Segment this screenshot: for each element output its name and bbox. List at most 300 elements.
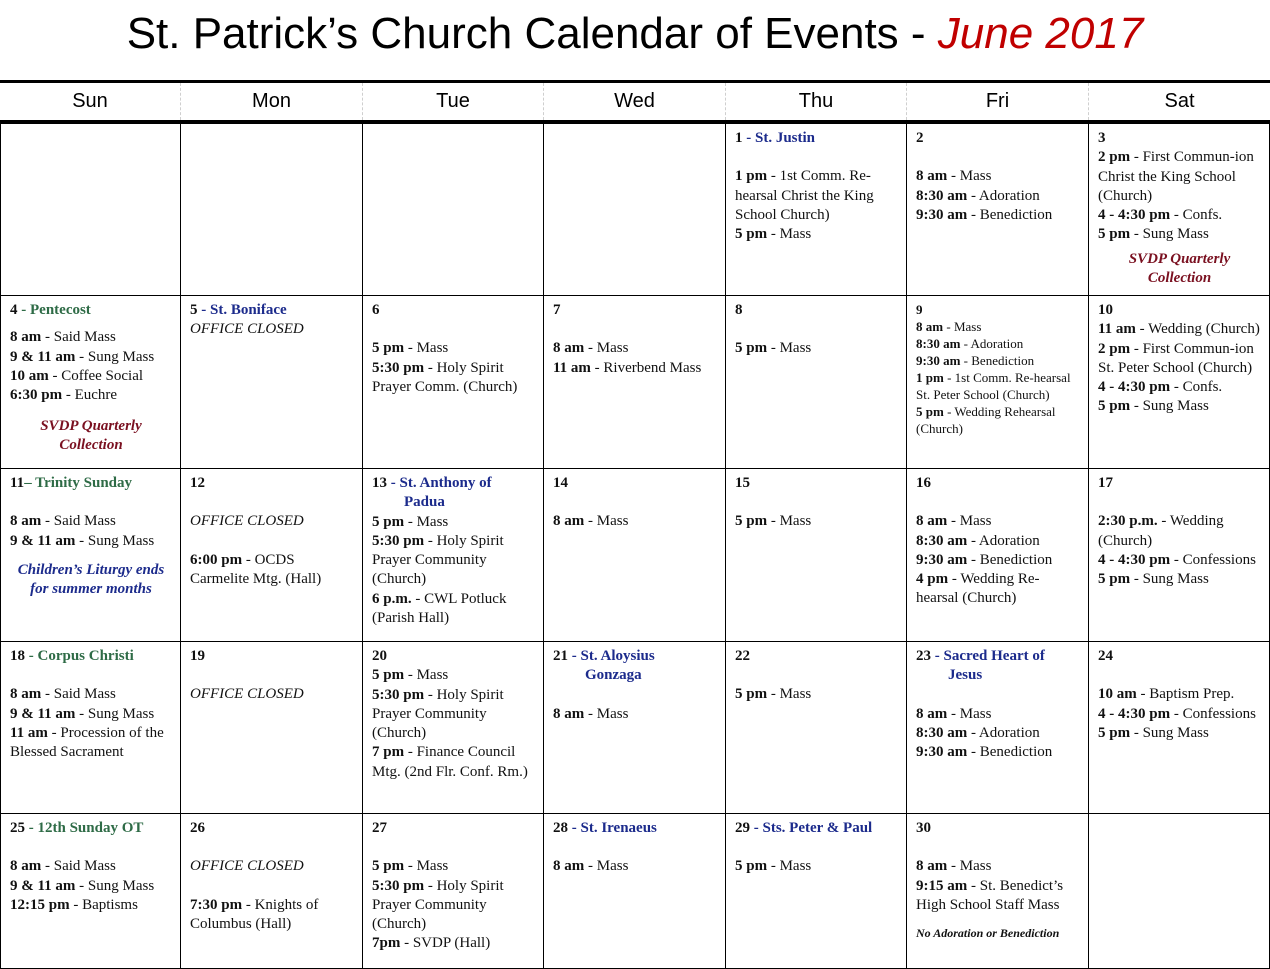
event-time: 8 am — [916, 168, 948, 185]
event-dash: - — [424, 686, 437, 703]
event-time: 6:30 pm — [10, 387, 63, 404]
event-dash: - — [1170, 705, 1183, 722]
event-item — [916, 206, 1080, 225]
event-time: 5 pm — [916, 404, 944, 419]
event-item — [1098, 685, 1261, 704]
day-header — [735, 819, 898, 838]
event-desc: 1st Comm. Re-hearsal Christ the King School Church) — [735, 168, 874, 223]
event-desc: Benediction — [971, 353, 1035, 368]
event-dash: - — [948, 571, 961, 588]
event-item — [1098, 512, 1261, 551]
event-desc: OCDS Carmelite Mtg. (Hall) — [190, 551, 322, 587]
event-dash: - — [767, 340, 780, 357]
day-number: 7 — [553, 302, 561, 318]
feast-separator: – — [24, 475, 36, 491]
event-dash: - — [1130, 398, 1143, 415]
day-cell-10 — [1089, 296, 1270, 468]
event-time: 8 am — [553, 705, 585, 722]
day-number: 11 — [10, 475, 25, 491]
event-time: 4 - 4:30 pm — [1098, 379, 1171, 396]
event-dash: - — [75, 348, 88, 365]
event-dash: - — [47, 724, 61, 741]
feast-name: St. Justin — [755, 130, 816, 146]
spacer — [735, 666, 898, 685]
event-time: 10 am — [10, 367, 49, 384]
feast-separator: - — [750, 820, 763, 836]
day-number: 9 — [916, 302, 923, 317]
event-desc: Mass — [596, 340, 629, 357]
event-desc: Finance Council Mtg. (2nd Flr. Conf. Rm.) — [372, 744, 528, 780]
event-time: 4 pm — [916, 571, 949, 588]
event-time: 11 am — [553, 359, 591, 376]
day-cell-2 — [907, 124, 1089, 295]
event-desc: Mass — [779, 686, 812, 703]
event-dash: - — [947, 513, 960, 530]
empty-day-cell — [363, 124, 544, 295]
event-time: 8 am — [10, 329, 42, 346]
event-dash: - — [947, 705, 960, 722]
event-dash: - — [967, 532, 979, 549]
feast-separator: - — [931, 648, 944, 664]
event-desc: Holy Spirit Prayer Comm. (Church) — [372, 359, 518, 395]
event-time: 2:30 p.m. — [1098, 513, 1158, 530]
event-item — [735, 225, 898, 244]
event-dash: - — [404, 858, 417, 875]
day-header — [735, 129, 898, 148]
spacer — [190, 838, 354, 857]
event-dash: - — [947, 858, 960, 875]
childrens-liturgy-note: Children’s Liturgy ends for summer months — [17, 561, 165, 597]
event-time: 11 am — [10, 724, 48, 741]
event-desc: Wedding (Church) — [1148, 321, 1260, 338]
event-item — [372, 877, 535, 935]
event-desc: Holy Spirit Prayer Community (Church) — [372, 532, 504, 588]
day-cell-29 — [726, 814, 907, 968]
day-cell-13 — [363, 469, 544, 641]
event-time: 9:30 am — [916, 744, 968, 761]
event-dash: - — [1130, 571, 1143, 588]
event-dash: - — [404, 744, 417, 761]
event-time: 9:30 am — [916, 353, 961, 368]
spacer — [1098, 666, 1261, 685]
event-time: 8 am — [553, 513, 585, 530]
event-dash: - — [69, 896, 83, 913]
event-item — [1098, 705, 1261, 724]
event-item — [916, 167, 1080, 186]
event-time: 8 am — [10, 513, 42, 530]
event-desc: Riverbend Mass — [603, 359, 702, 376]
event-item — [1098, 724, 1261, 743]
event-desc: Said Mass — [53, 329, 116, 346]
event-item — [10, 532, 172, 551]
event-dash: - — [967, 744, 980, 761]
office-closed-label: OFFICE CLOSED — [190, 321, 304, 338]
event-item — [735, 685, 898, 704]
event-item — [190, 896, 354, 935]
event-desc: Mass — [953, 319, 982, 334]
event-desc: Mass — [416, 667, 449, 684]
event-dash: - — [967, 187, 979, 204]
day-cell-30 — [907, 814, 1089, 968]
feast-separator: - — [25, 820, 38, 836]
event-item — [1098, 551, 1261, 570]
event-time: 8 am — [916, 319, 944, 334]
spacer — [1098, 493, 1261, 512]
day-number: 25 — [10, 820, 25, 836]
event-time: 8 am — [553, 858, 585, 875]
event-time: 5 pm — [372, 858, 405, 875]
event-item — [1098, 206, 1261, 225]
day-cell-25 — [0, 814, 181, 968]
event-dash: - — [41, 686, 54, 703]
event-item — [916, 877, 1080, 916]
spacer — [916, 686, 1080, 705]
event-time: 5:30 pm — [372, 686, 425, 703]
calendar-grid — [0, 124, 1270, 969]
day-header — [735, 474, 898, 493]
event-time: 5:30 pm — [372, 359, 425, 376]
feast-separator: - — [568, 648, 581, 664]
event-dash: - — [943, 319, 954, 334]
feast-name: Corpus Christi — [37, 648, 134, 664]
weekday-sun: Sun — [0, 83, 181, 120]
day-number: 19 — [190, 648, 205, 664]
event-dash: - — [967, 724, 979, 741]
event-item — [916, 705, 1080, 724]
event-desc: Confessions — [1182, 551, 1256, 568]
day-cell-5 — [181, 296, 363, 468]
weekday-fri: Fri — [907, 83, 1089, 120]
event-item — [1098, 397, 1261, 416]
event-dash: - — [967, 206, 980, 223]
event-item — [372, 666, 535, 685]
event-desc: Mass — [959, 513, 992, 530]
event-dash: - — [584, 340, 597, 357]
event-time: 5 pm — [735, 340, 768, 357]
event-desc: Mass — [959, 858, 992, 875]
day-header — [916, 301, 1080, 318]
day-number: 20 — [372, 648, 387, 664]
no-adoration-note: No Adoration or Benediction — [916, 926, 1060, 941]
empty-day-cell — [181, 124, 363, 295]
spacer — [916, 148, 1080, 167]
event-time: 7pm — [372, 935, 401, 952]
event-desc: Mass — [416, 858, 449, 875]
event-desc: Sung Mass — [1142, 226, 1209, 243]
event-item — [916, 570, 1080, 609]
feast-separator: - — [387, 475, 400, 491]
day-number: 28 — [553, 820, 568, 836]
feast-separator: - — [25, 648, 38, 664]
event-dash: - — [1136, 686, 1150, 703]
event-desc: 1st Comm. Re-hearsal St. Peter School (Church) — [916, 370, 1071, 402]
event-dash: - — [943, 404, 955, 419]
week-row — [0, 296, 1270, 469]
event-dash: - — [424, 532, 437, 549]
event-time: 5:30 pm — [372, 877, 425, 894]
event-time: 8 am — [10, 686, 42, 703]
event-item — [372, 359, 535, 398]
event-desc: Mass — [779, 340, 812, 357]
day-cell-12 — [181, 469, 363, 641]
weekday-wed: Wed — [544, 83, 726, 120]
day-number: 17 — [1098, 475, 1113, 491]
feast-separator: - — [742, 130, 755, 146]
day-header — [1098, 129, 1261, 148]
event-desc: Sung Mass — [87, 532, 155, 549]
event-dash: - — [1135, 321, 1149, 338]
event-time: 8:30 am — [916, 532, 968, 549]
event-desc: St. Benedict’s High School Staff Mass — [916, 877, 1064, 913]
event-desc: Adoration — [978, 532, 1040, 549]
event-desc: Coffee Social — [61, 367, 144, 384]
day-cell-26 — [181, 814, 363, 968]
event-item — [10, 857, 172, 876]
event-item — [10, 896, 172, 915]
event-time: 9 & 11 am — [10, 705, 76, 722]
event-item — [10, 328, 172, 347]
event-time: 11 am — [1098, 321, 1136, 338]
event-dash: - — [424, 359, 437, 376]
event-item — [553, 359, 717, 378]
day-number: 12 — [190, 475, 205, 491]
event-time: 5 pm — [372, 340, 405, 357]
day-number: 8 — [735, 302, 743, 318]
day-cell-9 — [907, 296, 1089, 468]
event-item — [735, 512, 898, 531]
event-time: 8:30 am — [916, 187, 968, 204]
spacer — [190, 666, 354, 685]
day-number: 29 — [735, 820, 750, 836]
spacer — [190, 532, 354, 551]
feast-name: Pentecost — [30, 302, 91, 318]
event-desc: Mass — [416, 513, 449, 530]
week-row — [0, 124, 1270, 296]
day-number: 6 — [372, 302, 380, 318]
weekday-mon: Mon — [181, 83, 363, 120]
event-desc: Said Mass — [53, 513, 116, 530]
spacer — [916, 493, 1080, 512]
event-item — [916, 318, 1080, 335]
event-desc: Benediction — [979, 744, 1053, 761]
day-cell-21 — [544, 642, 726, 813]
event-desc: Sung Mass — [1142, 724, 1209, 741]
event-dash: - — [1130, 226, 1143, 243]
event-item — [10, 877, 172, 896]
event-desc: Mass — [959, 168, 992, 185]
event-item — [1098, 570, 1261, 589]
day-number: 15 — [735, 475, 750, 491]
event-item — [735, 857, 898, 876]
event-desc: Benediction — [979, 206, 1053, 223]
office-closed-label: OFFICE CLOSED — [190, 858, 304, 875]
spacer — [735, 320, 898, 339]
event-desc: Holy Spirit Prayer Community (Church) — [372, 877, 504, 933]
day-cell-16 — [907, 469, 1089, 641]
day-cell-14 — [544, 469, 726, 641]
day-header — [372, 301, 535, 320]
event-time: 5 pm — [1098, 571, 1131, 588]
event-dash: - — [1170, 207, 1183, 224]
event-time: 9:15 am — [916, 877, 968, 894]
event-time: 8 am — [10, 858, 42, 875]
event-desc: Sung Mass — [87, 348, 155, 365]
day-cell-28 — [544, 814, 726, 968]
event-dash: - — [960, 353, 972, 368]
day-cell-8 — [726, 296, 907, 468]
day-number: 27 — [372, 820, 387, 836]
day-number: 5 — [190, 302, 198, 318]
feast-name: St. Boniface — [210, 302, 287, 318]
event-desc: Euchre — [74, 387, 118, 404]
event-item — [10, 348, 172, 367]
event-desc: Mass — [959, 705, 992, 722]
day-header — [190, 474, 354, 493]
event-time: 5 pm — [1098, 398, 1131, 415]
feast-name: Sts. Peter & Paul — [762, 820, 873, 836]
event-item — [553, 339, 717, 358]
event-time: 4 - 4:30 pm — [1098, 705, 1171, 722]
day-cell-18 — [0, 642, 181, 813]
day-cell-3 — [1089, 124, 1270, 295]
event-desc: Sung Mass — [87, 877, 155, 894]
event-time: 5 pm — [372, 513, 405, 530]
event-desc: Adoration — [978, 187, 1040, 204]
event-desc: First Commun-ion Christ the King School (Church) — [1098, 149, 1254, 204]
event-item — [916, 187, 1080, 206]
event-dash: - — [41, 858, 54, 875]
event-time: 5:30 pm — [372, 532, 425, 549]
spacer — [735, 493, 898, 512]
title-main: St. Patrick’s Church Calendar of Events - — [126, 9, 938, 58]
feast-separator: - — [197, 302, 210, 318]
event-item — [372, 686, 535, 744]
spacer — [372, 320, 535, 339]
event-desc: Confessions — [1182, 705, 1256, 722]
event-dash: - — [48, 367, 62, 384]
day-cell-7 — [544, 296, 726, 468]
feast-name: St. Anthony of — [399, 475, 492, 491]
event-item — [372, 532, 535, 590]
event-time: 7 pm — [372, 744, 405, 761]
event-dash: - — [41, 513, 54, 530]
event-item — [916, 724, 1080, 743]
event-desc: Holy Spirit Prayer Community (Church) — [372, 686, 504, 742]
spacer — [190, 493, 354, 512]
event-item — [1098, 378, 1261, 397]
event-dash: - — [947, 168, 960, 185]
event-dash: - — [411, 590, 425, 607]
event-dash: - — [404, 513, 417, 530]
event-item — [10, 512, 172, 531]
event-time: 8:30 am — [916, 336, 961, 351]
event-desc: Sung Mass — [87, 705, 155, 722]
event-desc: Wedding Re-hearsal (Church) — [916, 571, 1040, 607]
event-time: 9:30 am — [916, 206, 968, 223]
day-number: 26 — [190, 820, 205, 836]
day-header — [190, 819, 354, 838]
event-item — [10, 386, 172, 405]
event-time: 12:15 pm — [10, 896, 70, 913]
event-time: 5 pm — [735, 226, 768, 243]
feast-name: 12th Sunday OT — [37, 820, 144, 836]
day-header — [1098, 301, 1261, 320]
day-number: 13 — [372, 475, 387, 491]
day-header — [553, 474, 717, 493]
event-dash: - — [75, 532, 88, 549]
day-cell-1 — [726, 124, 907, 295]
day-header — [916, 129, 1080, 148]
day-number: 3 — [1098, 130, 1106, 146]
day-cell-19 — [181, 642, 363, 813]
weekday-thu: Thu — [726, 83, 907, 120]
event-dash: - — [424, 877, 437, 894]
day-cell-11 — [0, 469, 181, 641]
day-number: 16 — [916, 475, 931, 491]
event-item — [916, 551, 1080, 570]
office-closed-label: OFFICE CLOSED — [190, 513, 304, 530]
weekday-tue: Tue — [363, 83, 544, 120]
event-dash: - — [584, 513, 597, 530]
event-item — [916, 743, 1080, 762]
day-number: 23 — [916, 648, 931, 664]
event-time: 4 - 4:30 pm — [1098, 551, 1171, 568]
spacer — [10, 493, 172, 512]
event-dash: - — [584, 858, 597, 875]
day-header — [372, 474, 535, 493]
office-closed-label: OFFICE CLOSED — [190, 686, 304, 703]
spacer — [10, 838, 172, 857]
day-number: 30 — [916, 820, 931, 836]
event-item — [553, 857, 717, 876]
event-item — [916, 352, 1080, 369]
day-cell-27 — [363, 814, 544, 968]
day-number: 14 — [553, 475, 568, 491]
spacer — [553, 686, 717, 705]
event-item — [553, 705, 717, 724]
weekday-sat: Sat — [1164, 90, 1195, 112]
title-month: June 2017 — [937, 9, 1144, 58]
day-cell-17 — [1089, 469, 1270, 641]
day-header — [735, 301, 898, 320]
day-cell-15 — [726, 469, 907, 641]
day-header — [916, 819, 1080, 838]
event-time: 2 pm — [1098, 340, 1131, 357]
event-desc: Baptism Prep. — [1149, 686, 1235, 703]
event-desc: Benediction — [979, 551, 1053, 568]
svdp-collection-note: SVDP Quarterly Collection — [40, 418, 142, 454]
event-time: 5 pm — [1098, 226, 1131, 243]
event-dash: - — [767, 226, 780, 243]
event-time: 5 pm — [372, 667, 405, 684]
event-dash: - — [41, 329, 54, 346]
weekday-header — [0, 83, 1270, 120]
event-time: 9 & 11 am — [10, 877, 76, 894]
svdp-collection-note: SVDP Quarterly Collection — [1128, 250, 1231, 286]
event-dash: - — [1157, 513, 1170, 530]
event-dash: - — [767, 686, 780, 703]
day-header — [553, 301, 717, 320]
event-item — [1098, 148, 1261, 206]
event-time: 4 - 4:30 pm — [1098, 207, 1171, 224]
day-header — [372, 819, 535, 838]
event-dash: - — [1130, 340, 1143, 357]
event-item — [372, 857, 535, 876]
event-item — [190, 551, 354, 590]
event-dash: - — [242, 896, 255, 913]
day-number: 21 — [553, 648, 568, 664]
event-dash: - — [967, 877, 980, 894]
